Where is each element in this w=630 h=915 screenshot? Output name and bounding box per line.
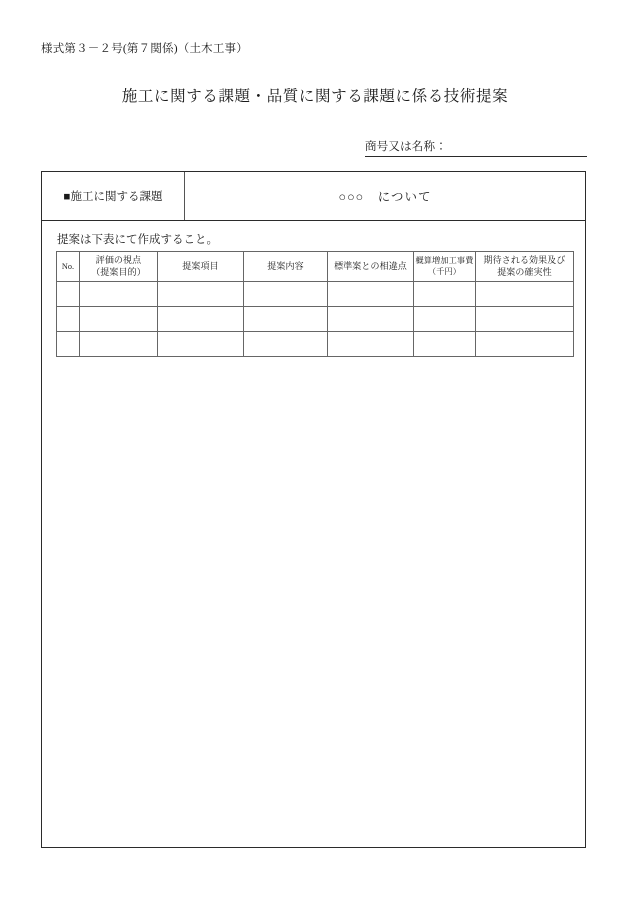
- page-title: 施工に関する課題・品質に関する課題に係る技術提案: [121, 88, 509, 105]
- table-row: [57, 307, 574, 332]
- cell-difference[interactable]: [328, 332, 414, 357]
- cell-content[interactable]: [244, 332, 328, 357]
- instruction-note: 提案は下表にて作成すること。: [57, 234, 218, 246]
- column-header-no-label: No.: [61, 261, 75, 271]
- cell-viewpoint[interactable]: [80, 282, 158, 307]
- column-header-viewpoint-line1: 評価の視点: [95, 255, 142, 266]
- subject-topic[interactable]: ○○○ について: [338, 190, 432, 204]
- table-header-row: [57, 252, 574, 282]
- cell-content[interactable]: [244, 282, 328, 307]
- cell-content[interactable]: [244, 307, 328, 332]
- subject-category: ■施工に関する課題: [42, 172, 185, 220]
- column-header-cost-line1: 概算増加工事費: [415, 256, 474, 266]
- proposal-frame: [41, 171, 586, 848]
- form-code: 様式第３－２号(第７関係)（土木工事）: [41, 43, 248, 55]
- subject-band: [42, 172, 585, 221]
- cell-viewpoint[interactable]: [80, 332, 158, 357]
- column-header-effect-line1: 期待される効果及び: [483, 255, 566, 266]
- cell-item[interactable]: [158, 307, 244, 332]
- table-row: [57, 332, 574, 357]
- column-header-no: [57, 252, 80, 282]
- cell-effect[interactable]: [476, 307, 574, 332]
- cell-cost[interactable]: [414, 307, 476, 332]
- column-header-content-label: 提案内容: [267, 260, 304, 271]
- cell-cost[interactable]: [414, 332, 476, 357]
- column-header-effect: [476, 252, 574, 282]
- cell-effect[interactable]: [476, 332, 574, 357]
- column-header-cost-line2: （千円）: [427, 266, 462, 276]
- column-header-cost: [414, 252, 476, 282]
- cell-difference[interactable]: [328, 307, 414, 332]
- company-name-field[interactable]: [365, 138, 587, 157]
- column-header-difference: [328, 252, 414, 282]
- cell-no[interactable]: [57, 332, 80, 357]
- column-header-difference-label: 標準案との相違点: [334, 260, 407, 271]
- cell-no[interactable]: [57, 307, 80, 332]
- proposal-table: [56, 251, 574, 357]
- cell-item[interactable]: [158, 282, 244, 307]
- cell-no[interactable]: [57, 282, 80, 307]
- company-name-label: 商号又は名称：: [365, 141, 447, 153]
- cell-effect[interactable]: [476, 282, 574, 307]
- column-header-content: [244, 252, 328, 282]
- cell-cost[interactable]: [414, 282, 476, 307]
- frame-body: [42, 221, 585, 847]
- column-header-viewpoint: [80, 252, 158, 282]
- table-row: [57, 282, 574, 307]
- column-header-effect-line2: 提案の確実性: [497, 266, 552, 277]
- column-header-viewpoint-line2: （提案目的）: [91, 266, 146, 277]
- cell-viewpoint[interactable]: [80, 307, 158, 332]
- column-header-item-label: 提案項目: [182, 260, 219, 271]
- cell-item[interactable]: [158, 332, 244, 357]
- cell-difference[interactable]: [328, 282, 414, 307]
- column-header-item: [158, 252, 244, 282]
